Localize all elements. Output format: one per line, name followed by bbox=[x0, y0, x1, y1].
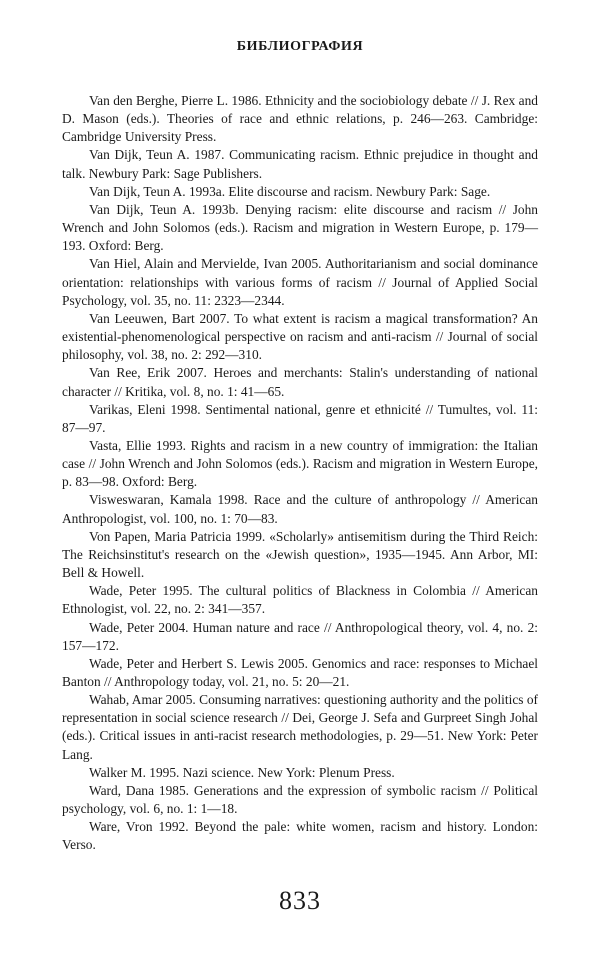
bibliography-entry: Walker M. 1995. Nazi science. New York: Plenum Press. bbox=[89, 764, 395, 780]
bibliography-entry: Van Ree, Erik 2007. Heroes and merchants: Stalin's understanding of national character // Kritika, vol. 8, no. 1: 41—65. bbox=[62, 365, 538, 399]
bibliography-entry: Visweswaran, Kamala 1998. Race and the culture of anthropology // American Anthropologist, vol. 100, no. 1: 70—83. bbox=[62, 492, 538, 526]
bibliography-entry: Von Papen, Maria Patricia 1999. «Scholarly» antisemitism during the Third Reich: The Reichsinstitut's research on the «Jewish question», 1935—1945. Ann Arbor, MI: Bell & Howell. bbox=[62, 528, 538, 581]
bibliography-entry: Wahab, Amar 2005. Consuming narratives: questioning authority and the politics of representation in social science research // Dei, George J. Sefa and Gurpreet Singh Johal (eds.). Critical issues in anti-racist research methodologies, p. 29—51. New York: Peter Lang. bbox=[62, 692, 538, 762]
bibliography-entry: Ward, Dana 1985. Generations and the expression of symbolic racism // Political psychology, vol. 6, no. 1: 1—18. bbox=[62, 782, 538, 817]
bibliography-entry: Ware, Vron 1992. Beyond the pale: white women, racism and history. London: Verso. bbox=[62, 819, 538, 853]
bibliography-entry: Van Leeuwen, Bart 2007. To what extent is racism a magical transformation? An existential-phenomenological perspective on racism and anti-racism // Journal of social philosophy, vol. 38, no. 2: 292—310. bbox=[62, 310, 538, 363]
bibliography-entry: Van Dijk, Teun A. 1993a. Elite discourse and racism. Newbury Park: Sage. bbox=[89, 183, 491, 199]
bibliography-entry: Van Hiel, Alain and Mervielde, Ivan 2005. Authoritarianism and social dominance orientation: relationships with various forms of racism // Journal of Applied Social Psychology, vol. 35, no. 11: 2323—2344. bbox=[62, 256, 538, 308]
bibliography-entry: Varikas, Eleni 1998. Sentimental national, genre et ethnicité // Tumultes, vol. 11: 87—97. bbox=[62, 401, 538, 435]
bibliography-entry: Wade, Peter and Herbert S. Lewis 2005. Genomics and race: responses to Michael Banton // Anthropology today, vol. 21, no. 5: 20—21. bbox=[62, 655, 538, 689]
bibliography-entry: Vasta, Ellie 1993. Rights and racism in a new country of immigration: the Italian case // John Wrench and John Solomos (eds.). Racism and migration in Western Europe, p. 83—98. Oxford: Berg. bbox=[62, 437, 538, 490]
running-head: БИБЛИОГРАФИЯ bbox=[236, 39, 364, 54]
bibliography-entry: Wade, Peter 1995. The cultural politics of Blackness in Colombia // American Ethnologist, vol. 22, no. 2: 341—357. bbox=[62, 583, 538, 617]
bibliography-entry: Van Dijk, Teun A. 1993b. Denying racism: elite discourse and racism // John Wrench and John Solomos (eds.). Racism and migration in Western Europe, p. 179—193. Oxford: Berg. bbox=[62, 201, 538, 254]
bibliography-entry: Van Dijk, Teun A. 1987. Communicating racism. Ethnic prejudice in thought and talk. Newbury Park: Sage Publishers. bbox=[62, 147, 538, 181]
bibliography-entry: Van den Berghe, Pierre L. 1986. Ethnicity and the sociobiology debate // J. Rex and D. Mason (eds.). Theories of race and ethnic relations, p. 246—263. Cambridge: Cambridge University Press. bbox=[62, 93, 538, 145]
page-number: 833 bbox=[279, 886, 321, 915]
bibliography-list bbox=[62, 92, 538, 855]
bibliography-entry: Wade, Peter 2004. Human nature and race // Anthropological theory, vol. 4, no. 2: 157—172. bbox=[62, 619, 538, 653]
